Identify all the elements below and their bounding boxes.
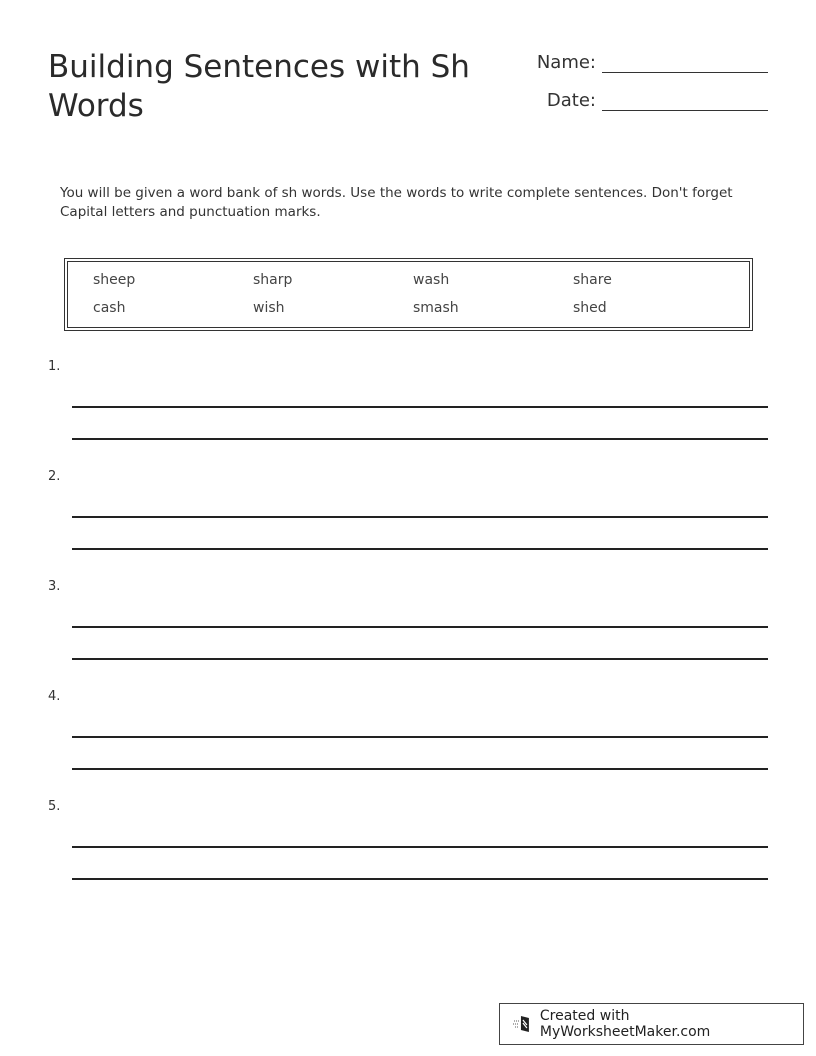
word-bank-item: smash xyxy=(413,300,459,316)
worksheet-maker-logo-icon xyxy=(512,1013,534,1035)
question-number: 4. xyxy=(48,689,61,704)
answer-line[interactable] xyxy=(72,406,768,408)
word-bank-item: wash xyxy=(413,272,450,288)
worksheet-title: Building Sentences with Sh Words xyxy=(48,49,470,124)
answer-line[interactable] xyxy=(72,658,768,660)
answer-line[interactable] xyxy=(72,626,768,628)
date-field xyxy=(547,90,768,111)
word-bank-item: wish xyxy=(253,300,285,316)
word-bank xyxy=(64,258,753,331)
date-line[interactable] xyxy=(602,90,768,111)
question-number: 2. xyxy=(48,469,61,484)
answer-line[interactable] xyxy=(72,516,768,518)
answer-line[interactable] xyxy=(72,438,768,440)
word-bank-item: cash xyxy=(93,300,126,316)
question-number: 5. xyxy=(48,799,61,814)
word-bank-item: sheep xyxy=(93,272,136,288)
name-line[interactable] xyxy=(602,52,768,73)
answer-line[interactable] xyxy=(72,768,768,770)
name-label: Name: xyxy=(536,52,596,73)
date-label: Date: xyxy=(546,90,596,111)
question-number: 3. xyxy=(48,579,61,594)
answer-line[interactable] xyxy=(72,846,768,848)
word-bank-item: shed xyxy=(573,300,607,316)
answer-line[interactable] xyxy=(72,878,768,880)
answer-line[interactable] xyxy=(72,548,768,550)
word-bank-item: sharp xyxy=(253,272,293,288)
name-field xyxy=(537,52,768,73)
footer-text: Created with MyWorksheetMaker.com xyxy=(539,1008,711,1040)
word-bank-item: share xyxy=(573,272,612,288)
footer-credit xyxy=(499,1003,804,1045)
question-number: 1. xyxy=(48,359,61,374)
answer-line[interactable] xyxy=(72,736,768,738)
instructions: You will be given a word bank of sh words. Use the words to write complete sentences. Don't forget Capital letters and punctuation marks. xyxy=(60,185,733,220)
